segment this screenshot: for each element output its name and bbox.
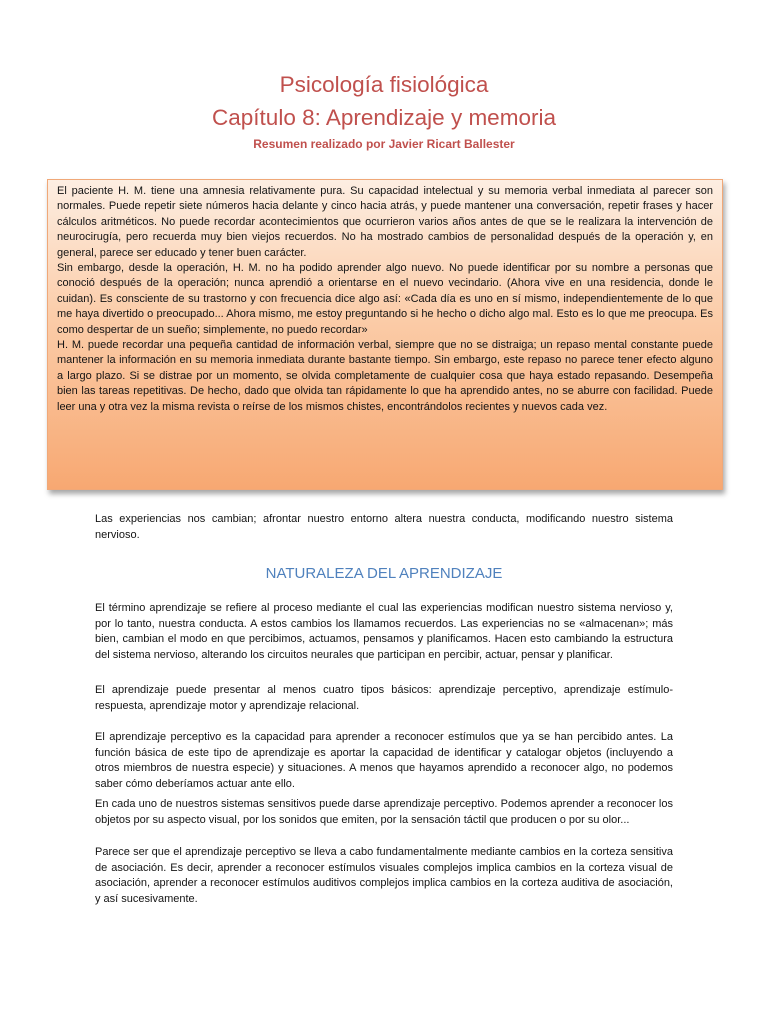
body-paragraph: El aprendizaje perceptivo es la capacidad para aprender a reconocer estímulos que ya se han percibido antes. La función básica de este tipo de aprendizaje es aportar la capacidad de identificar y catalogar objetos (incluyendo a otros miembros de nuestra especie) y situaciones. A menos que hayamos aprendido a reconocer algo, no podemos saber cómo deberíamos actuar ante ello. (95, 731, 673, 790)
case-paragraph: Sin embargo, desde la operación, H. M. no ha podido aprender algo nuevo. No puede identificar por su nombre a personas que conoció después de la operación; nunca aprendió a orientarse en el nuevo vecindario. (Ahora vive en una residencia, donde le cuidan). Es consciente de su trastorno y con frecuencia dice algo así: «Cada día es uno en sí mismo, independientemente de lo que me haya divertido o preocupado... Ahora mismo, me estoy preguntando si he hecho o dicho algo mal. Esto es lo que me preocupa. Es como despertar de un sueño; simplemente, no puedo recordar» (57, 262, 713, 336)
case-study-box (47, 179, 723, 490)
intro-paragraph: Las experiencias nos cambian; afrontar nuestro entorno altera nuestra conducta, modificando nuestro sistema nervioso. (95, 513, 673, 541)
case-paragraph: H. M. puede recordar una pequeña cantidad de información verbal, siempre que no se distraiga; un repaso mental constante puede mantener la información en su memoria inmediata durante bastante tiempo. Sin embargo, este repaso no parece tener efecto alguno a largo plazo. Si se distrae por un momento, se olvida completamente de cualquier cosa que haya estado repasando. Desempeña bien las tareas repetitivas. De hecho, dado que olvida tan rápidamente lo que ha aprendido antes, no se aburre con facilidad. Puede leer una y otra vez la misma revista o reírse de los mismos chistes, encontrándolos recientes y nuevos cada vez. (57, 339, 713, 413)
document-title: Psicología fisiológica (279, 72, 489, 97)
case-paragraph: El paciente H. M. tiene una amnesia relativamente pura. Su capacidad intelectual y su memoria verbal inmediata al parecer son normales. Puede repetir siete números hacia delante y cinco hacia atrás, y puede mantener una conversación, repetir frases y hacer cálculos aritméticos. No puede recordar acontecimientos que ocurrieron varios años antes de que se le realizara la intervención de neurocirugía, pero recuerda muy bien viejos recuerdos. No ha mostrado cambios de personalidad después de la operación y, en general, parece ser educado y tener buen carácter. (57, 185, 713, 259)
body-paragraph: El término aprendizaje se refiere al proceso mediante el cual las experiencias modifican nuestro sistema nervioso y, por lo tanto, nuestra conducta. A estos cambios los llamamos recuerdos. Las experiencias no se «almacenan»; más bien, cambian el modo en que percibimos, actuamos, pensamos y planificamos. Hacen esto cambiando la estructura del sistema nervioso, alterando los circuitos neurales que participan en percibir, actuar, pensar y planificar. (95, 602, 673, 661)
section-heading: NATURALEZA DEL APRENDIZAJE (265, 565, 503, 582)
body-paragraph: Parece ser que el aprendizaje perceptivo se lleva a cabo fundamentalmente mediante cambios en la corteza sensitiva de asociación. Es decir, aprender a reconocer estímulos visuales complejos implica cambios en la corteza visual de asociación, aprender a reconocer estímulos auditivos complejos implica cambios en la corteza auditiva de asociación, y así sucesivamente. (95, 846, 673, 905)
body-paragraph: En cada uno de nuestros sistemas sensitivos puede darse aprendizaje perceptivo. Podemos aprender a reconocer los objetos por su aspecto visual, por los sonidos que emiten, por la sensación táctil que producen o por su olor... (95, 798, 673, 826)
body-paragraph: El aprendizaje puede presentar al menos cuatro tipos básicos: aprendizaje perceptivo, aprendizaje estímulo-respuesta, aprendizaje motor y aprendizaje relacional. (95, 684, 673, 712)
chapter-title: Capítulo 8: Aprendizaje y memoria (212, 105, 556, 130)
author-byline: Resumen realizado por Javier Ricart Ballester (253, 137, 515, 151)
